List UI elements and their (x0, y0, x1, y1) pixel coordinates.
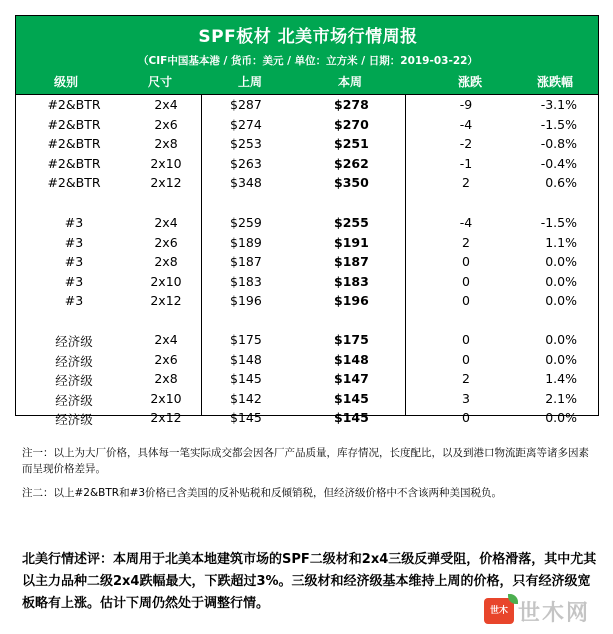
cell-last-week: $148 (230, 351, 262, 367)
cell-this-week: $187 (334, 254, 369, 269)
cell-grade: #3 (64, 254, 84, 269)
cell-this-week: $251 (334, 136, 369, 151)
cell-this-week: $270 (334, 116, 369, 132)
cell-change-pct: -3.1% (540, 97, 577, 112)
cell-change-pct: 0.6% (545, 175, 577, 190)
cell-grade: #2&BTR (47, 116, 101, 132)
cell-size: 2x6 (154, 351, 178, 367)
watermark-site-name: 世木网 (518, 601, 591, 626)
table-row (16, 134, 600, 154)
cell-grade: #3 (64, 293, 84, 308)
cell-change-pct: 0.0% (545, 273, 577, 289)
cell-size: 2x4 (154, 97, 178, 112)
cell-change-pct: -1.5% (540, 116, 577, 132)
table-row (16, 330, 600, 350)
cell-change-pct: 0.0% (545, 410, 577, 425)
cell-size: 2x12 (150, 175, 182, 190)
price-report-table (15, 15, 599, 427)
cell-last-week: $196 (230, 293, 262, 308)
cell-change: -4 (459, 215, 473, 230)
cell-this-week: $175 (334, 332, 369, 347)
cell-size: 2x6 (154, 116, 178, 132)
cell-change-pct: 0.0% (545, 254, 577, 269)
cell-change: -4 (459, 116, 473, 132)
note-1: 注一：以上为大厂价格，具体每一笔实际成交都会因各厂产品质量，库存情况，长度配比，以及到港口物流距离等诸多因素而呈现价格差异。 (22, 447, 589, 475)
cell-grade: #2&BTR (47, 136, 101, 151)
table-row (16, 350, 600, 370)
cell-change: 0 (462, 410, 470, 425)
cell-last-week: $287 (230, 97, 262, 112)
cell-size: 2x12 (150, 293, 182, 308)
cell-grade: #3 (64, 215, 84, 230)
cell-this-week: $145 (334, 390, 369, 406)
table-row (16, 233, 600, 253)
col-header-grade: 级别 (54, 75, 79, 89)
cell-grade: 经济级 (55, 373, 93, 388)
watermark-logo: 世木 (484, 598, 514, 624)
cell-size: 2x8 (154, 136, 178, 151)
cell-last-week: $253 (230, 136, 262, 151)
cell-size: 2x8 (154, 371, 178, 386)
cell-change-pct: -1.5% (540, 215, 577, 230)
cell-this-week: $278 (334, 97, 369, 112)
cell-size: 2x10 (150, 155, 182, 171)
cell-last-week: $348 (230, 175, 262, 190)
cell-change-pct: 0.0% (545, 332, 577, 347)
cell-size: 2x10 (150, 390, 182, 406)
cell-change-pct: 1.1% (545, 234, 577, 250)
cell-grade: 经济级 (55, 353, 93, 369)
cell-last-week: $175 (230, 332, 262, 347)
table-row (16, 369, 600, 389)
table-row (16, 252, 600, 272)
col-header-change-pct: 涨跌幅 (537, 75, 574, 89)
table-row (16, 213, 600, 233)
cell-last-week: $142 (230, 390, 262, 406)
cell-last-week: $189 (230, 234, 262, 250)
cell-change: -2 (459, 136, 473, 151)
cell-size: 2x10 (150, 273, 182, 289)
note-2: 注二：以上#2&BTR和#3价格已含美国的反补贴税和反倾销税，但经济级价格中不含该两种美国税负。 (22, 487, 503, 499)
cell-change: 0 (462, 293, 470, 308)
cell-last-week: $274 (230, 116, 262, 132)
report-header (16, 16, 598, 95)
cell-change: -1 (459, 155, 473, 171)
cell-grade: #3 (64, 234, 84, 250)
table-row (16, 408, 600, 428)
cell-this-week: $255 (334, 215, 369, 230)
cell-change-pct: -0.4% (540, 155, 577, 171)
cell-this-week: $145 (334, 410, 369, 425)
col-header-this-week: 本周 (338, 75, 363, 89)
cell-this-week: $196 (334, 293, 369, 308)
col-header-change: 涨跌 (458, 75, 483, 89)
cell-last-week: $183 (230, 273, 262, 289)
table-row (16, 272, 600, 292)
cell-size: 2x12 (150, 410, 182, 425)
cell-this-week: $262 (334, 155, 369, 171)
cell-grade: 经济级 (55, 412, 93, 427)
commentary-body: 本周用于北美本地建筑市场的SPF二级材和2x4三级反弹受阻，价格滑落，其中尤其以主力品种二级2x4跌幅最大，下跌超过3%。三级材和经济级基本维持上周的价格，只有经济级宽板略有上涨。估计下周仍然处于调整行情。 (22, 552, 597, 611)
cell-change: -9 (459, 97, 473, 112)
cell-grade: 经济级 (55, 392, 93, 408)
cell-this-week: $350 (334, 175, 369, 190)
table-row (16, 173, 600, 193)
cell-grade: #3 (64, 273, 84, 289)
col-header-last-week: 上周 (238, 75, 263, 89)
cell-this-week: $191 (334, 234, 369, 250)
report-title: SPF板材 北美市场行情周报 (198, 27, 418, 47)
cell-change: 0 (462, 254, 470, 269)
report-subtitle: （CIF中国基本港 / 货币：美元 / 单位：立方米 / 日期：2019-03-22） (138, 55, 478, 67)
cell-change: 2 (462, 371, 470, 386)
cell-grade: #2&BTR (47, 155, 101, 171)
cell-change: 3 (462, 390, 470, 406)
cell-grade: 经济级 (55, 334, 93, 349)
cell-change: 0 (462, 351, 470, 367)
table-row (16, 115, 600, 135)
cell-last-week: $259 (230, 215, 262, 230)
cell-change: 0 (462, 332, 470, 347)
cell-size: 2x8 (154, 254, 178, 269)
cell-size: 2x6 (154, 234, 178, 250)
cell-last-week: $263 (230, 155, 262, 171)
cell-change-pct: 0.0% (545, 293, 577, 308)
commentary-lead: 北美行情述评： (22, 552, 114, 567)
cell-last-week: $145 (230, 371, 262, 386)
cell-last-week: $145 (230, 410, 262, 425)
cell-this-week: $148 (334, 351, 369, 367)
cell-change-pct: -0.8% (540, 136, 577, 151)
cell-grade: #2&BTR (47, 175, 101, 190)
table-row (16, 389, 600, 409)
table-row (16, 154, 600, 174)
table-row (16, 291, 600, 311)
cell-change-pct: 2.1% (545, 390, 577, 406)
cell-this-week: $147 (334, 371, 369, 386)
cell-change: 0 (462, 273, 470, 289)
col-header-size: 尺寸 (148, 75, 173, 89)
cell-last-week: $187 (230, 254, 262, 269)
cell-change: 2 (462, 234, 470, 250)
cell-size: 2x4 (154, 332, 178, 347)
cell-size: 2x4 (154, 215, 178, 230)
cell-grade: #2&BTR (47, 97, 101, 112)
cell-change-pct: 1.4% (545, 371, 577, 386)
table-row (16, 95, 600, 115)
cell-change: 2 (462, 175, 470, 190)
cell-this-week: $183 (334, 273, 369, 289)
cell-change-pct: 0.0% (545, 351, 577, 367)
